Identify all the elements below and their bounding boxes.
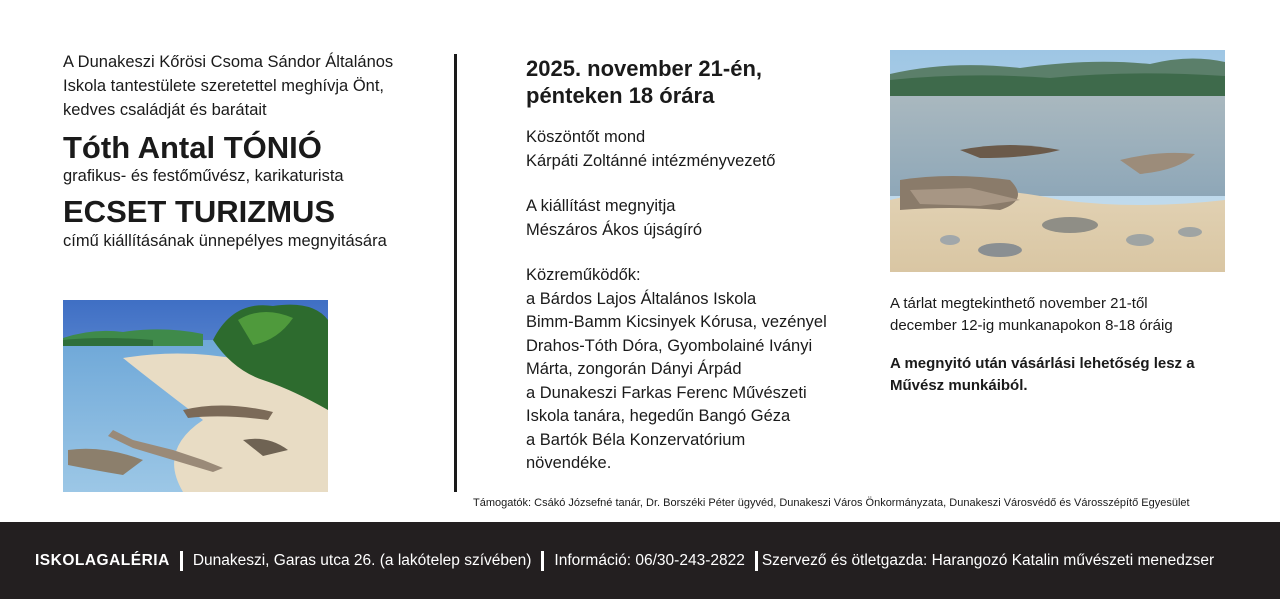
greeting-block <box>526 126 866 173</box>
exhibition-title: ECSET TURIZMUS <box>63 194 336 229</box>
purchase-line: Művész munkáiból. <box>890 377 1028 394</box>
sponsors-line: Támogatók: Csákó Józsefné tanár, Dr. Borszéki Péter ügyvéd, Dunakeszi Város Önkormányzata, Dunakeszi Városvédő és Városszépítő Egyesület <box>473 497 1190 509</box>
contributors-line: Iskola tanára, hegedűn Bangó Géza <box>526 407 791 425</box>
intro-line: Iskola tantestülete szeretettel meghívja Önt, <box>63 77 385 95</box>
venue-address: Dunakeszi, Garas utca 26. (a lakótelep szívében) <box>192 551 532 569</box>
purchase-line: A megnyitó után vásárlási lehetőség lesz a <box>890 355 1195 372</box>
exhibition-subtitle: című kiállításának ünnepélyes megnyitására <box>63 232 387 250</box>
painting-river <box>890 50 1225 272</box>
viewing-line: december 12-ig munkanapokon 8-18 óráig <box>890 317 1173 334</box>
opening-line: Mészáros Ákos újságíró <box>526 220 703 239</box>
invitation-text <box>63 50 443 252</box>
contributors-line: Bimm-Bamm Kicsinyek Kórusa, vezényel <box>526 313 827 331</box>
footer-bar <box>0 522 1280 599</box>
event-details <box>526 55 866 476</box>
time-line: pénteken 18 órára <box>526 83 715 108</box>
intro-line: kedves családját és barátait <box>63 101 267 119</box>
column-divider <box>454 54 457 492</box>
contributors-line: a Bárdos Lajos Általános Iskola <box>526 289 757 308</box>
footer-separator <box>541 551 544 571</box>
opening-block <box>526 195 866 242</box>
intro-line: A Dunakeszi Kőrösi Csoma Sándor Általános <box>63 53 394 71</box>
painting-beach <box>63 300 328 492</box>
artist-name: Tóth Antal TÓNIÓ <box>63 130 322 165</box>
contributors-line: növendéke. <box>526 454 612 472</box>
exhibition-info <box>890 293 1240 397</box>
painting-beach-image <box>63 300 328 492</box>
date-line: 2025. november 21-én, <box>526 56 763 81</box>
event-date <box>526 55 866 109</box>
contributors-line: Drahos-Tóth Dóra, Gyombolainé Iványi <box>526 336 813 355</box>
greeting-line: Köszöntőt mond <box>526 128 646 146</box>
viewing-line: A tárlat megtekinthető november 21-től <box>890 295 1148 312</box>
venue-name: ISKOLAGALÉRIA <box>35 551 170 569</box>
greeting-line: Kárpáti Zoltánné intézményvezető <box>526 151 776 170</box>
contact-info: Információ: 06/30-243-2822 <box>554 551 745 569</box>
organizer-info: Szervező és ötletgazda: Harangozó Katalin művészeti menedzser <box>761 551 1215 569</box>
footer-separator <box>755 551 758 571</box>
contributors-line: Márta, zongorán Dányi Árpád <box>526 360 742 378</box>
contributors-line: a Bartók Béla Konzervatórium <box>526 430 746 449</box>
painting-river-image <box>890 50 1225 272</box>
artist-title: grafikus- és festőművész, karikaturista <box>63 167 344 185</box>
viewing-hours <box>890 293 1240 337</box>
purchase-note <box>890 353 1240 397</box>
contributors-block <box>526 264 866 476</box>
intro-text <box>63 50 443 122</box>
contributors-line: Közreműködők: <box>526 266 641 284</box>
contributors-line: a Dunakeszi Farkas Ferenc Művészeti <box>526 383 807 402</box>
opening-line: A kiállítást megnyitja <box>526 197 676 215</box>
footer-separator <box>180 551 183 571</box>
